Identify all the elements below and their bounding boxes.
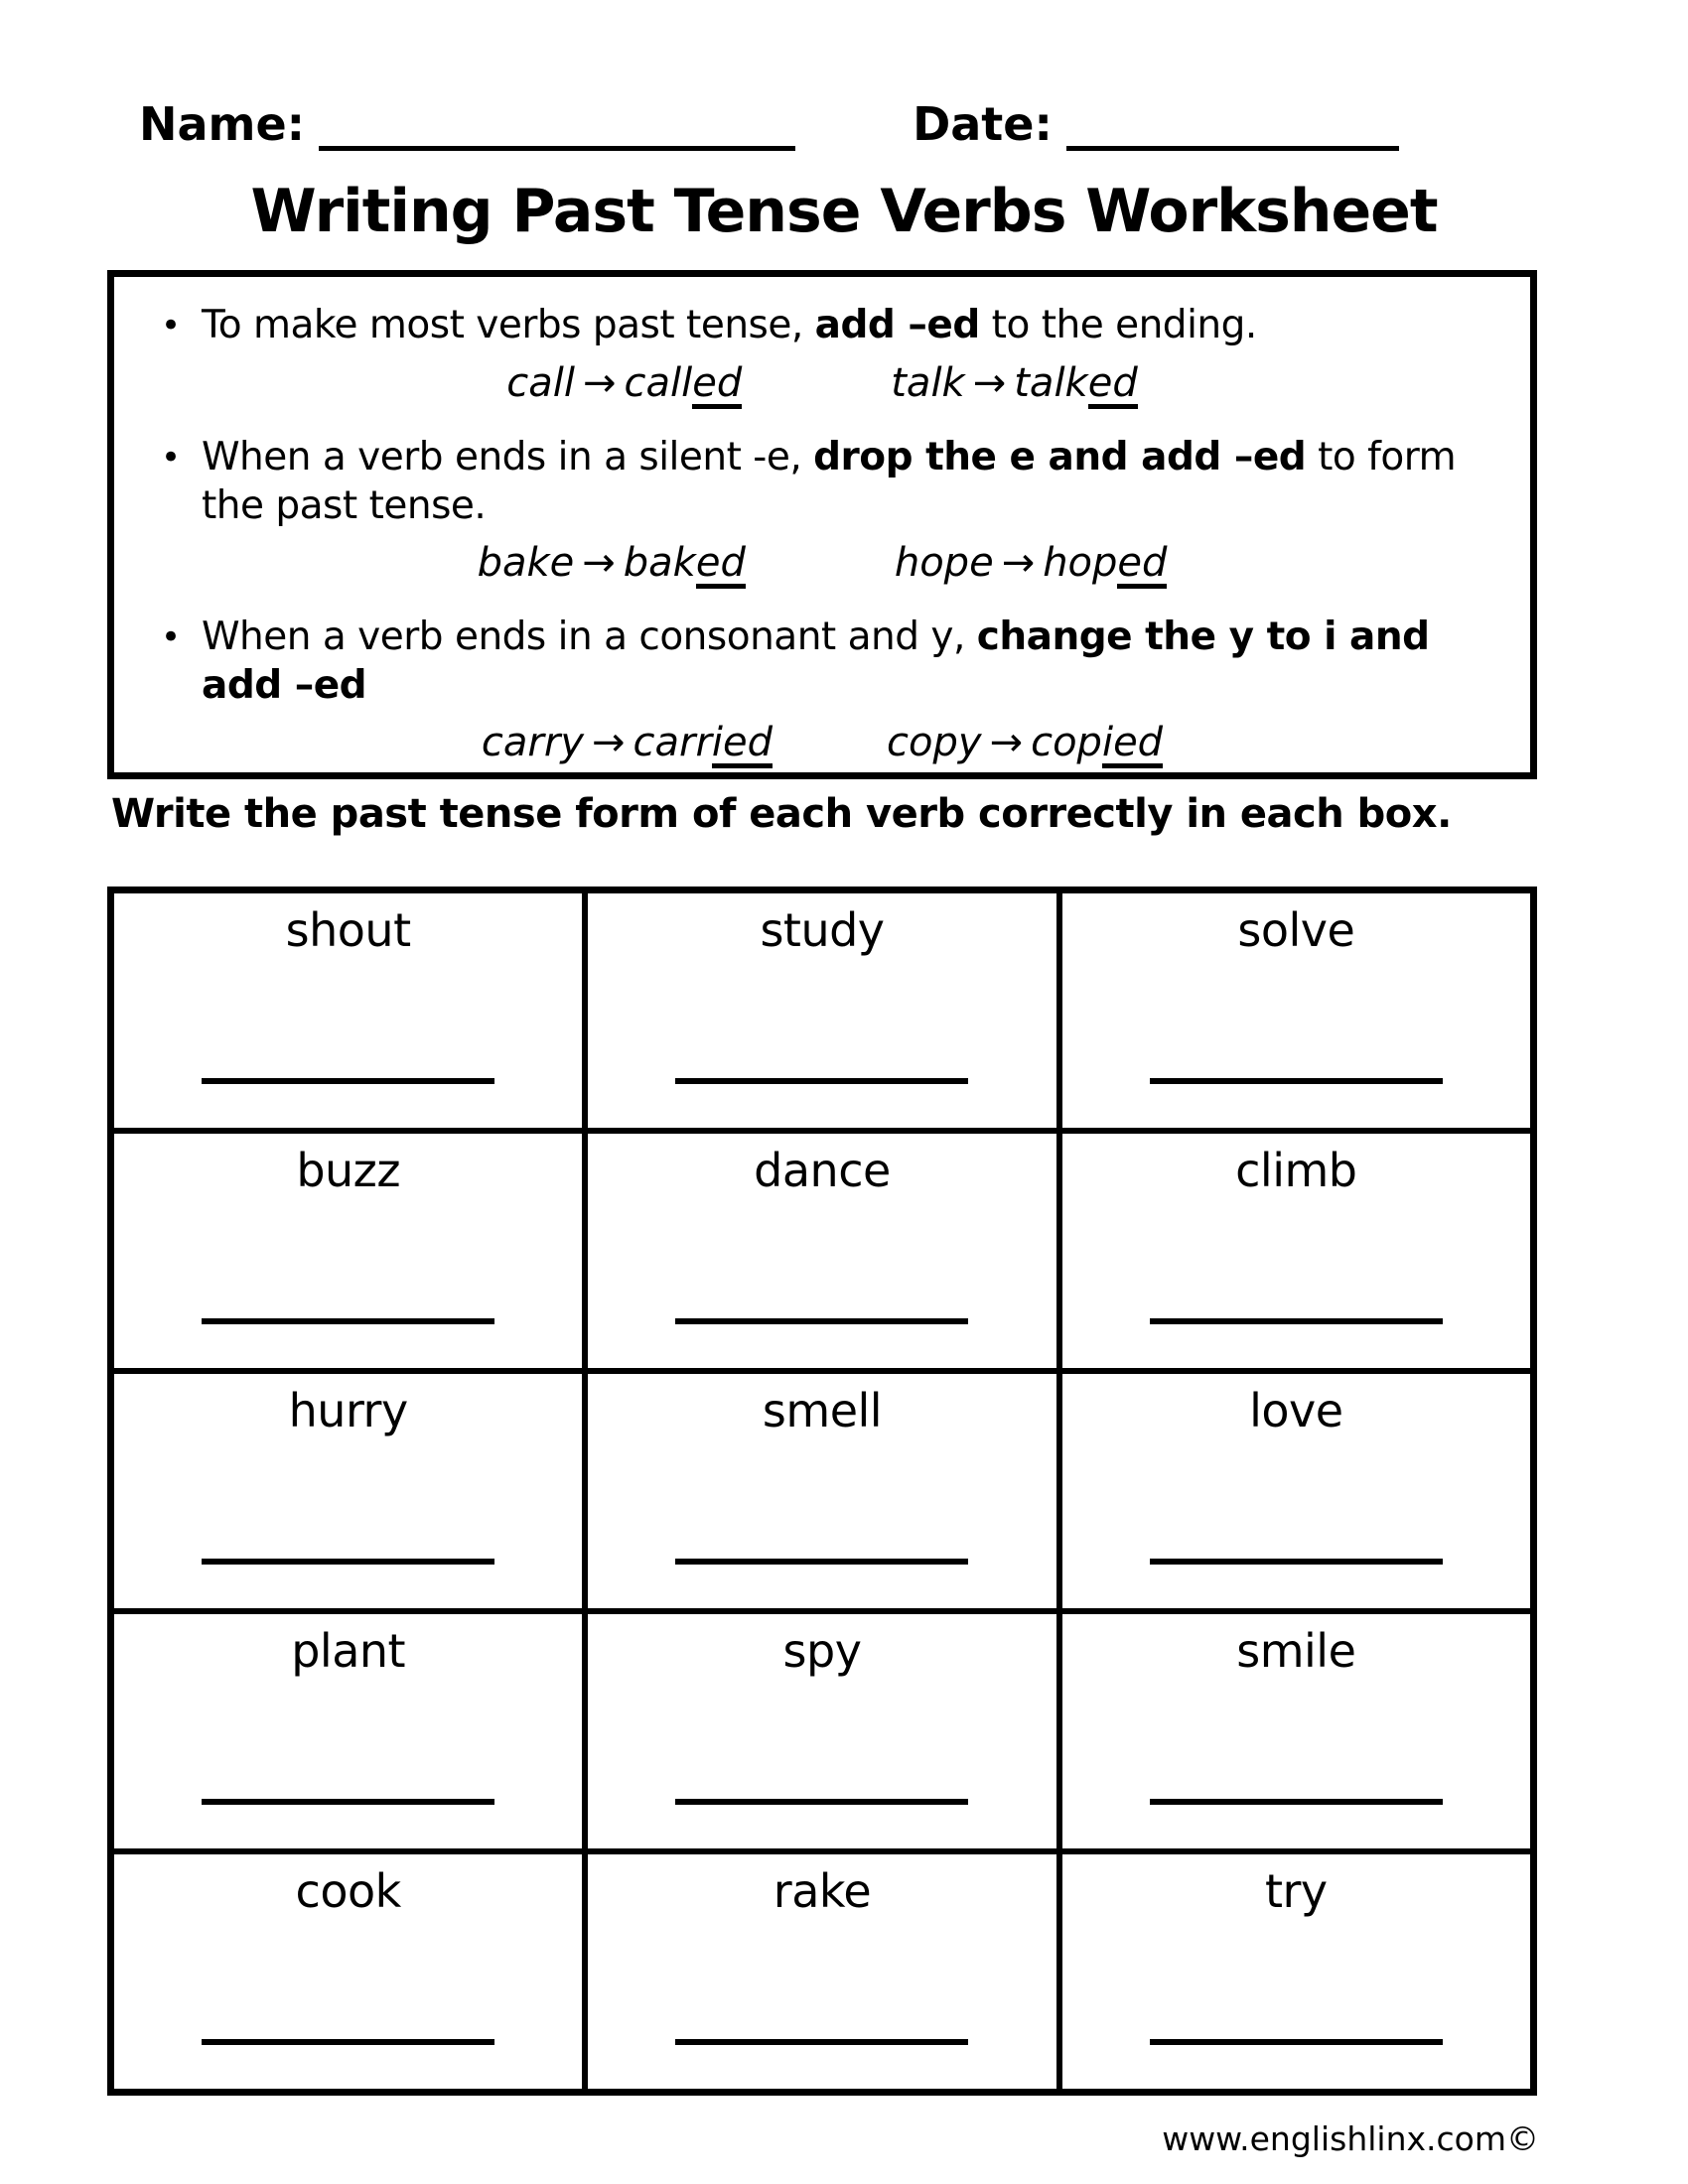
- verb-word: solve: [1237, 903, 1355, 957]
- rule-bullet-1: [140, 301, 1504, 350]
- rule-bullet-3: [140, 613, 1504, 710]
- verb-cell-shout: [111, 890, 585, 1131]
- verb-cell-try: [1059, 1851, 1533, 2092]
- example-talk-talked: [891, 360, 1137, 409]
- example-from: carry: [481, 720, 584, 765]
- example-to-base: cop: [1031, 720, 1102, 765]
- answer-blank: [675, 1559, 968, 1565]
- verb-cell-dance: [585, 1131, 1058, 1371]
- rules-box: [107, 270, 1537, 779]
- example-from: hope: [894, 540, 994, 586]
- verb-word: dance: [754, 1144, 891, 1197]
- answer-blank: [675, 1318, 968, 1324]
- example-from: copy: [887, 720, 982, 765]
- verb-word: smell: [762, 1384, 883, 1437]
- answer-blank: [202, 1318, 494, 1324]
- example-bake-baked: [478, 540, 746, 589]
- answer-blank: [202, 1078, 494, 1084]
- verb-cell-study: [585, 890, 1058, 1131]
- verb-cell-climb: [1059, 1131, 1533, 1371]
- rule-1-bold: add –ed: [814, 303, 980, 347]
- arrow-icon: →: [582, 540, 616, 586]
- verb-cell-solve: [1059, 890, 1533, 1131]
- verb-cell-hurry: [111, 1371, 585, 1611]
- example-from: bake: [477, 540, 575, 586]
- answer-blank: [675, 1799, 968, 1805]
- answer-blank: [675, 1078, 968, 1084]
- instruction-text: Write the past tense form of each verb correctly in each box.: [111, 791, 1452, 837]
- answer-blank: [1150, 1559, 1443, 1565]
- rule-examples-3: [140, 720, 1504, 768]
- verb-cell-love: [1059, 1371, 1533, 1611]
- example-to-base: carr: [633, 720, 712, 765]
- example-to-base: call: [624, 360, 693, 406]
- rule-3-pre: When a verb ends in a consonant and y,: [202, 614, 977, 659]
- verb-word: shout: [285, 903, 411, 957]
- date-label: Date:: [913, 97, 1053, 151]
- answer-blank: [1150, 2039, 1443, 2045]
- rule-1-pre: To make most verbs past tense,: [202, 303, 815, 347]
- verb-cell-cook: [111, 1851, 585, 2092]
- page-title: Writing Past Tense Verbs Worksheet: [250, 177, 1438, 246]
- example-to-underlined: ed: [696, 543, 746, 589]
- example-to-underlined: ed: [1088, 363, 1138, 409]
- verb-cell-buzz: [111, 1131, 585, 1371]
- verb-cell-smell: [585, 1371, 1058, 1611]
- answer-blank: [1150, 1318, 1443, 1324]
- date-blank: [1066, 107, 1399, 151]
- verb-word: rake: [773, 1864, 872, 1918]
- example-to-base: hop: [1043, 540, 1118, 586]
- example-copy-copied: [887, 720, 1163, 768]
- rule-2-pre: When a verb ends in a silent -e,: [202, 435, 814, 479]
- verb-cell-smile: [1059, 1611, 1533, 1851]
- verb-word: spy: [782, 1624, 862, 1678]
- verb-cell-spy: [585, 1611, 1058, 1851]
- bullet-dot-icon: •: [160, 438, 182, 478]
- answer-blank: [202, 2039, 494, 2045]
- rule-text-2: [202, 433, 1504, 530]
- example-call-called: [506, 360, 742, 409]
- rule-examples-2: [140, 540, 1504, 589]
- verb-word: smile: [1236, 1624, 1356, 1678]
- answer-blank: [202, 1559, 494, 1565]
- example-to-underlined: ied: [712, 723, 773, 768]
- rule-examples-1: [140, 360, 1504, 409]
- arrow-icon: →: [989, 720, 1024, 765]
- verb-word: study: [760, 903, 885, 957]
- verb-word: cook: [295, 1864, 401, 1918]
- example-to-underlined: ied: [1102, 723, 1163, 768]
- rule-text-3: [202, 613, 1504, 710]
- arrow-icon: →: [972, 360, 1007, 406]
- verb-word: love: [1249, 1384, 1343, 1437]
- answer-blank: [675, 2039, 968, 2045]
- arrow-icon: →: [592, 720, 626, 765]
- arrow-icon: →: [1001, 540, 1036, 586]
- example-from: talk: [891, 360, 965, 406]
- verb-word: buzz: [296, 1144, 400, 1197]
- header: [0, 0, 1688, 151]
- bullet-dot-icon: •: [160, 617, 182, 657]
- rule-2-bold: drop the e and add –ed: [813, 435, 1307, 479]
- verb-cell-plant: [111, 1611, 585, 1851]
- verb-word: plant: [291, 1624, 406, 1678]
- answer-blank: [1150, 1799, 1443, 1805]
- example-from: call: [506, 360, 575, 406]
- example-to-base: bak: [623, 540, 696, 586]
- verb-grid: [107, 887, 1537, 2096]
- example-to-underlined: ed: [692, 363, 742, 409]
- answer-blank: [1150, 1078, 1443, 1084]
- rule-bullet-2: [140, 433, 1504, 530]
- verb-word: try: [1264, 1864, 1328, 1918]
- verb-cell-rake: [585, 1851, 1058, 2092]
- bullet-dot-icon: •: [160, 306, 182, 345]
- answer-blank: [202, 1799, 494, 1805]
- rule-1-post: to the ending.: [979, 303, 1257, 347]
- verb-word: climb: [1235, 1144, 1357, 1197]
- rule-3-bold: change the y to i and add –ed: [202, 614, 1430, 708]
- example-to-base: talk: [1014, 360, 1088, 406]
- example-carry-carried: [482, 720, 773, 768]
- name-blank: [319, 107, 795, 151]
- name-label: Name:: [139, 97, 306, 151]
- example-hope-hoped: [895, 540, 1168, 589]
- rule-text-1: [202, 301, 1504, 350]
- footer-credit: www.englishlinx.com©: [1162, 2119, 1539, 2158]
- rule-2-post: to form the past tense.: [202, 435, 1457, 528]
- example-to-underlined: ed: [1117, 543, 1167, 589]
- arrow-icon: →: [583, 360, 617, 406]
- verb-word: hurry: [288, 1384, 408, 1437]
